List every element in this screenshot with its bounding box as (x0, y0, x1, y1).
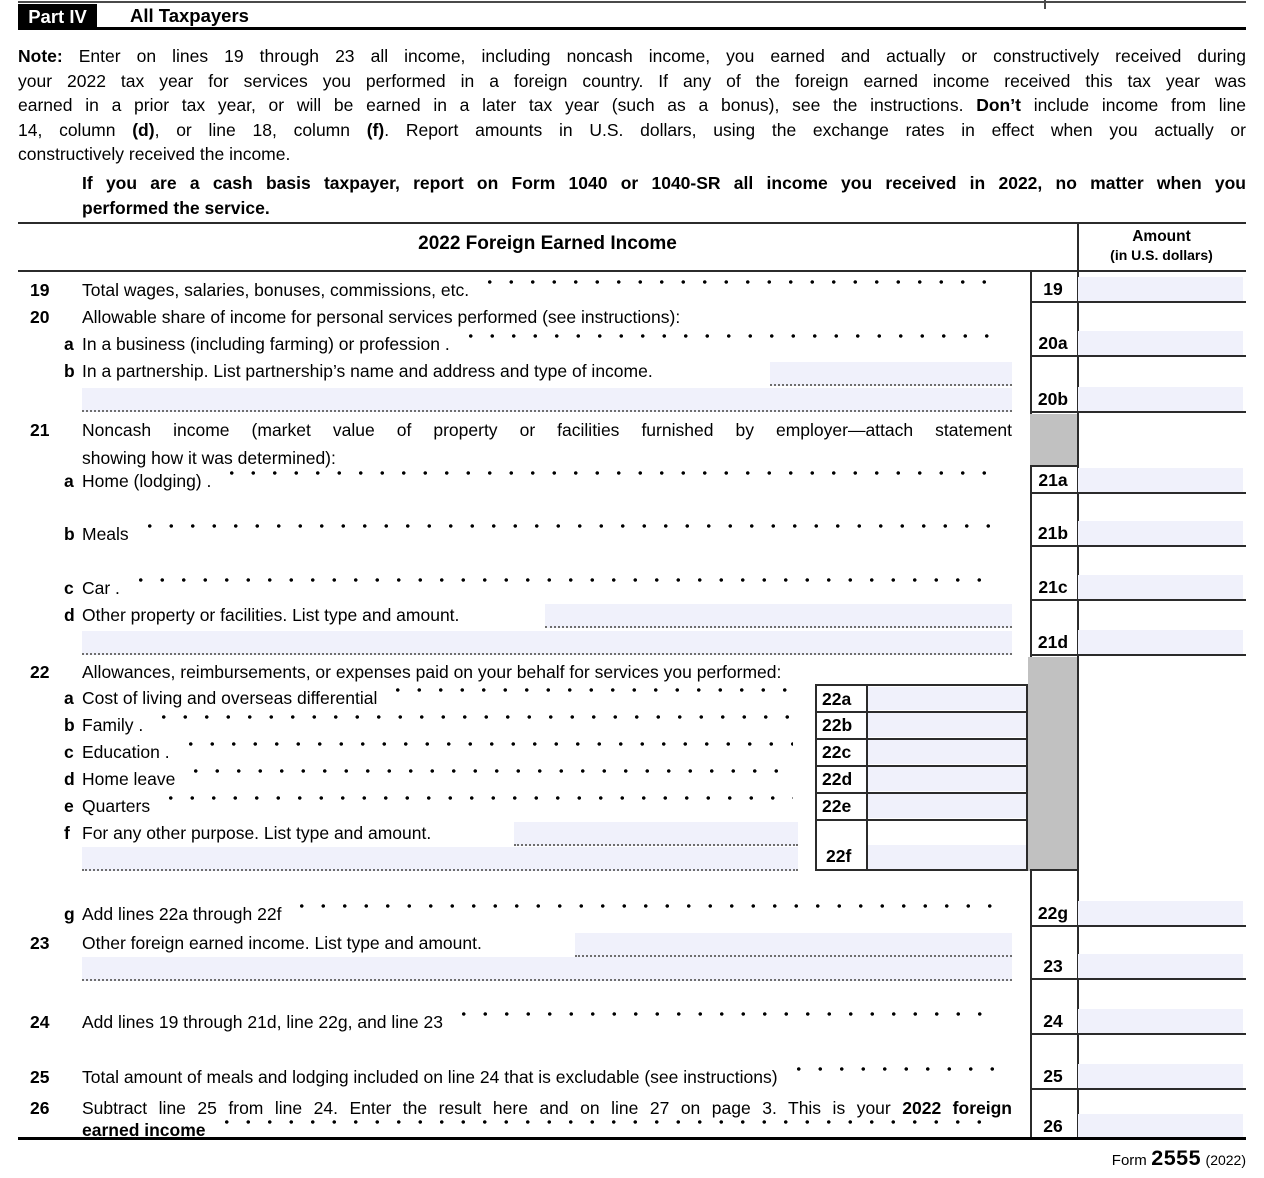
shaded-cell-line21 (1030, 414, 1077, 467)
box-number-22f: 22f (826, 846, 852, 866)
amount-field-21b[interactable] (1078, 521, 1243, 545)
line-row-26-line2 (82, 1119, 1002, 1141)
line-label-23: Other foreign earned income. List type and amount. (82, 933, 482, 953)
line-row-22g (82, 903, 1002, 925)
line-letter-20a: a (64, 334, 74, 354)
writein-field-20b-2[interactable] (82, 388, 1012, 412)
line-label-21d: Other property or facilities. List type and amount. (82, 605, 460, 625)
line-row-21c (82, 577, 1002, 599)
line-label-25: Total amount of meals and lodging included on line 24 that is excludable (see instructions) (82, 1067, 778, 1087)
dot-leader (453, 1011, 998, 1033)
box-number-22a: 22a (822, 689, 852, 709)
amount-field-22b[interactable] (868, 713, 1026, 737)
line-letter-21b: b (64, 524, 75, 544)
box-number-25: 25 (1043, 1066, 1063, 1086)
divider (817, 819, 1026, 821)
amount-field-21d[interactable] (1078, 630, 1243, 654)
line-label-26-line1: Subtract line 25 from line 24. Enter the result here and on line 27 on page 3. This is your 2022 foreign (82, 1098, 1012, 1118)
dot-leader (130, 577, 998, 599)
line-number-22: 22 (30, 662, 50, 682)
line-row-22f (82, 822, 512, 844)
footer-form-year: (2022) (1205, 1152, 1246, 1168)
dot-leader (460, 333, 998, 355)
divider (1030, 301, 1246, 303)
line-number-24: 24 (30, 1012, 50, 1032)
line-label-22c: Education . (82, 742, 170, 762)
box-number-21d: 21d (1037, 632, 1069, 652)
part-header (18, 4, 1246, 30)
line-row-22d (82, 768, 797, 790)
amount-field-22d[interactable] (868, 767, 1026, 791)
amount-field-22f[interactable] (868, 845, 1026, 869)
line-label-21c: Car . (82, 578, 120, 598)
part-title: All Taxpayers (130, 5, 249, 26)
divider (1030, 978, 1246, 980)
table-title: 2022 Foreign Earned Income (418, 233, 677, 254)
writein-field-23-2[interactable] (82, 957, 1012, 981)
note-line-2: your 2022 tax year for services you performed in a foreign country. If any of the foreign earned income received this tax year was (18, 70, 1246, 91)
note-line-3: earned in a prior tax year, or will be earned in a later tax year (such as a bonus), see the instructions. Don’t include income from line (18, 95, 1247, 116)
amount-field-22e[interactable] (868, 794, 1026, 818)
divider (1030, 1088, 1246, 1090)
line-row-21a (82, 470, 1002, 492)
line-row-22c (82, 741, 797, 763)
dot-leader (139, 523, 998, 545)
dot-leader (160, 795, 793, 817)
amount-column-header (1077, 228, 1246, 264)
line-row-25 (82, 1066, 1002, 1088)
line-label-22f: For any other purpose. List type and amount. (82, 823, 432, 843)
page-top-rule (18, 1, 1246, 3)
dot-leader (788, 1066, 998, 1088)
box-number-26: 26 (1043, 1116, 1063, 1136)
divider (1030, 492, 1246, 494)
table-top-rule (18, 222, 1246, 224)
line-label-20b: In a partnership. List partnership’s name and address and type of income. (82, 361, 653, 381)
line-letter-21d: d (64, 605, 75, 625)
box-number-24: 24 (1043, 1011, 1063, 1031)
dot-leader (153, 714, 793, 736)
dot-leader (180, 741, 793, 763)
note-line-5: constructively received the income. (18, 144, 291, 165)
shaded-cell-line22 (1028, 657, 1077, 871)
box-number-22d: 22d (822, 769, 853, 789)
amount-field-23[interactable] (1078, 954, 1243, 978)
note-line-1: Note: Enter on lines 19 through 23 all income, including noncash income, you earned and actually or constructively received during (18, 46, 1246, 66)
line-label-22e: Quarters (82, 796, 151, 816)
line-label-22: Allowances, reimbursements, or expenses paid on your behalf for services you performed: (82, 662, 782, 682)
line-number-21: 21 (30, 420, 50, 440)
box-number-23: 23 (1043, 956, 1063, 976)
amount-field-22g[interactable] (1078, 901, 1243, 925)
divider (1030, 545, 1246, 547)
divider (1030, 654, 1246, 656)
box-number-22c: 22c (822, 742, 852, 762)
box-number-20b: 20b (1037, 389, 1069, 409)
line-label-22b: Family . (82, 715, 144, 735)
amount-column-left-rule (1077, 222, 1079, 1140)
divider (1030, 599, 1246, 601)
line-label-22d: Home leave (82, 769, 176, 789)
divider (1030, 411, 1246, 413)
line-letter-22c: c (64, 742, 74, 762)
dot-leader (291, 903, 998, 925)
line-row-22b (82, 714, 797, 736)
line22-amount-box-table (815, 684, 1028, 871)
line-row-24 (82, 1011, 1002, 1033)
writein-field-22f-1[interactable] (514, 822, 798, 846)
amount-field-19[interactable] (1078, 277, 1243, 301)
writein-field-22f-2[interactable] (82, 847, 798, 871)
line-label-26-line2: earned income (82, 1120, 206, 1140)
writein-field-21d-2[interactable] (82, 631, 1012, 655)
amount-header-line1: Amount (1132, 228, 1191, 245)
amount-field-21c[interactable] (1078, 575, 1243, 599)
footer-form-number: 2555 (1151, 1146, 1202, 1170)
writein-field-23-1[interactable] (575, 933, 1012, 957)
cash-basis-line-2: performed the service. (82, 197, 270, 218)
cash-basis-note (82, 171, 1246, 220)
box-number-22g: 22g (1037, 903, 1069, 923)
line-label-22a: Cost of living and overseas differential (82, 688, 378, 708)
part-label-badge: Part IV (18, 4, 97, 29)
line-letter-22e: e (64, 796, 74, 816)
line-letter-22b: b (64, 715, 75, 735)
line-number-23: 23 (30, 933, 50, 953)
line-label-19: Total wages, salaries, bonuses, commissions, etc. (82, 280, 470, 300)
line-row-22a (82, 687, 797, 709)
box-number-22b: 22b (822, 715, 853, 735)
box-number-21c: 21c (1038, 577, 1068, 597)
line-row-21d (82, 604, 542, 626)
divider (1030, 1033, 1246, 1035)
line-number-25: 25 (30, 1067, 50, 1087)
income-table (18, 222, 1246, 1140)
line-letter-20b: b (64, 361, 75, 381)
line-row-22 (82, 661, 1012, 683)
amount-field-21a[interactable] (1078, 468, 1243, 492)
line-label-21-line1: Noncash income (market value of property or facilities furnished by employer—attach statement (82, 420, 1012, 440)
amount-field-20a[interactable] (1078, 331, 1243, 355)
line-row-20b (82, 360, 782, 382)
line-label-22g: Add lines 22a through 22f (82, 904, 282, 924)
line-row-20a (82, 333, 1002, 355)
line-label-20: Allowable share of income for personal services performed (see instructions): (82, 307, 681, 327)
dot-leader (479, 279, 998, 301)
dot-leader (387, 687, 793, 709)
writein-field-21d-1[interactable] (545, 604, 1012, 628)
amount-field-24[interactable] (1078, 1009, 1243, 1033)
line-label-21b: Meals (82, 524, 129, 544)
note-line-4: 14, column (d), or line 18, column (f). Report amounts in U.S. dollars, using the exchange rates in effect when you actually or (18, 119, 1246, 140)
writein-field-20b-1[interactable] (770, 362, 1012, 386)
line-label-20a: In a business (including farming) or profession . (82, 334, 450, 354)
divider (1030, 465, 1077, 467)
box-number-21b: 21b (1037, 523, 1069, 543)
box-number-20a: 20a (1038, 333, 1068, 353)
line-label-24: Add lines 19 through 21d, line 22g, and line 23 (82, 1012, 443, 1032)
line-letter-21a: a (64, 471, 74, 491)
box-number-21a: 21a (1038, 470, 1068, 490)
line-row-19 (82, 279, 1002, 301)
line-row-22e (82, 795, 797, 817)
divider (1030, 869, 1077, 871)
divider (1030, 925, 1246, 927)
divider (1030, 355, 1246, 357)
line-row-20 (82, 306, 1012, 328)
line-letter-21c: c (64, 578, 74, 598)
line-letter-22a: a (64, 688, 74, 708)
box-number-19: 19 (1043, 279, 1063, 299)
amount-field-26[interactable] (1078, 1114, 1243, 1138)
dot-leader (221, 470, 998, 492)
amount-field-22a[interactable] (868, 687, 1026, 710)
line-letter-22g: g (64, 904, 75, 924)
line-row-23 (82, 932, 572, 954)
line-number-19: 19 (30, 280, 50, 300)
line-letter-22f: f (64, 823, 70, 843)
line-label-21-line2: showing how it was determined): (82, 448, 336, 468)
amount-header-line2: (in U.S. dollars) (1110, 247, 1213, 263)
amount-field-25[interactable] (1078, 1064, 1243, 1088)
amount-field-22c[interactable] (868, 740, 1026, 764)
form-footer (18, 1146, 1246, 1171)
cash-basis-line-1: If you are a cash basis taxpayer, report on Form 1040 or 1040-SR all income you received in 2022, no matter when you (82, 173, 1246, 193)
dot-leader (216, 1119, 998, 1141)
line-letter-22d: d (64, 769, 75, 789)
dot-leader (185, 768, 793, 790)
note-paragraph (18, 44, 1246, 167)
line-row-21b (82, 523, 1002, 545)
line-label-21a: Home (lodging) . (82, 471, 212, 491)
header-bottom-rule (18, 270, 1246, 272)
line-number-26: 26 (30, 1098, 50, 1118)
footer-form-word: Form (1111, 1152, 1147, 1169)
line-number-20: 20 (30, 307, 50, 327)
box-number-22e: 22e (822, 796, 852, 816)
amount-field-20b[interactable] (1078, 387, 1243, 411)
